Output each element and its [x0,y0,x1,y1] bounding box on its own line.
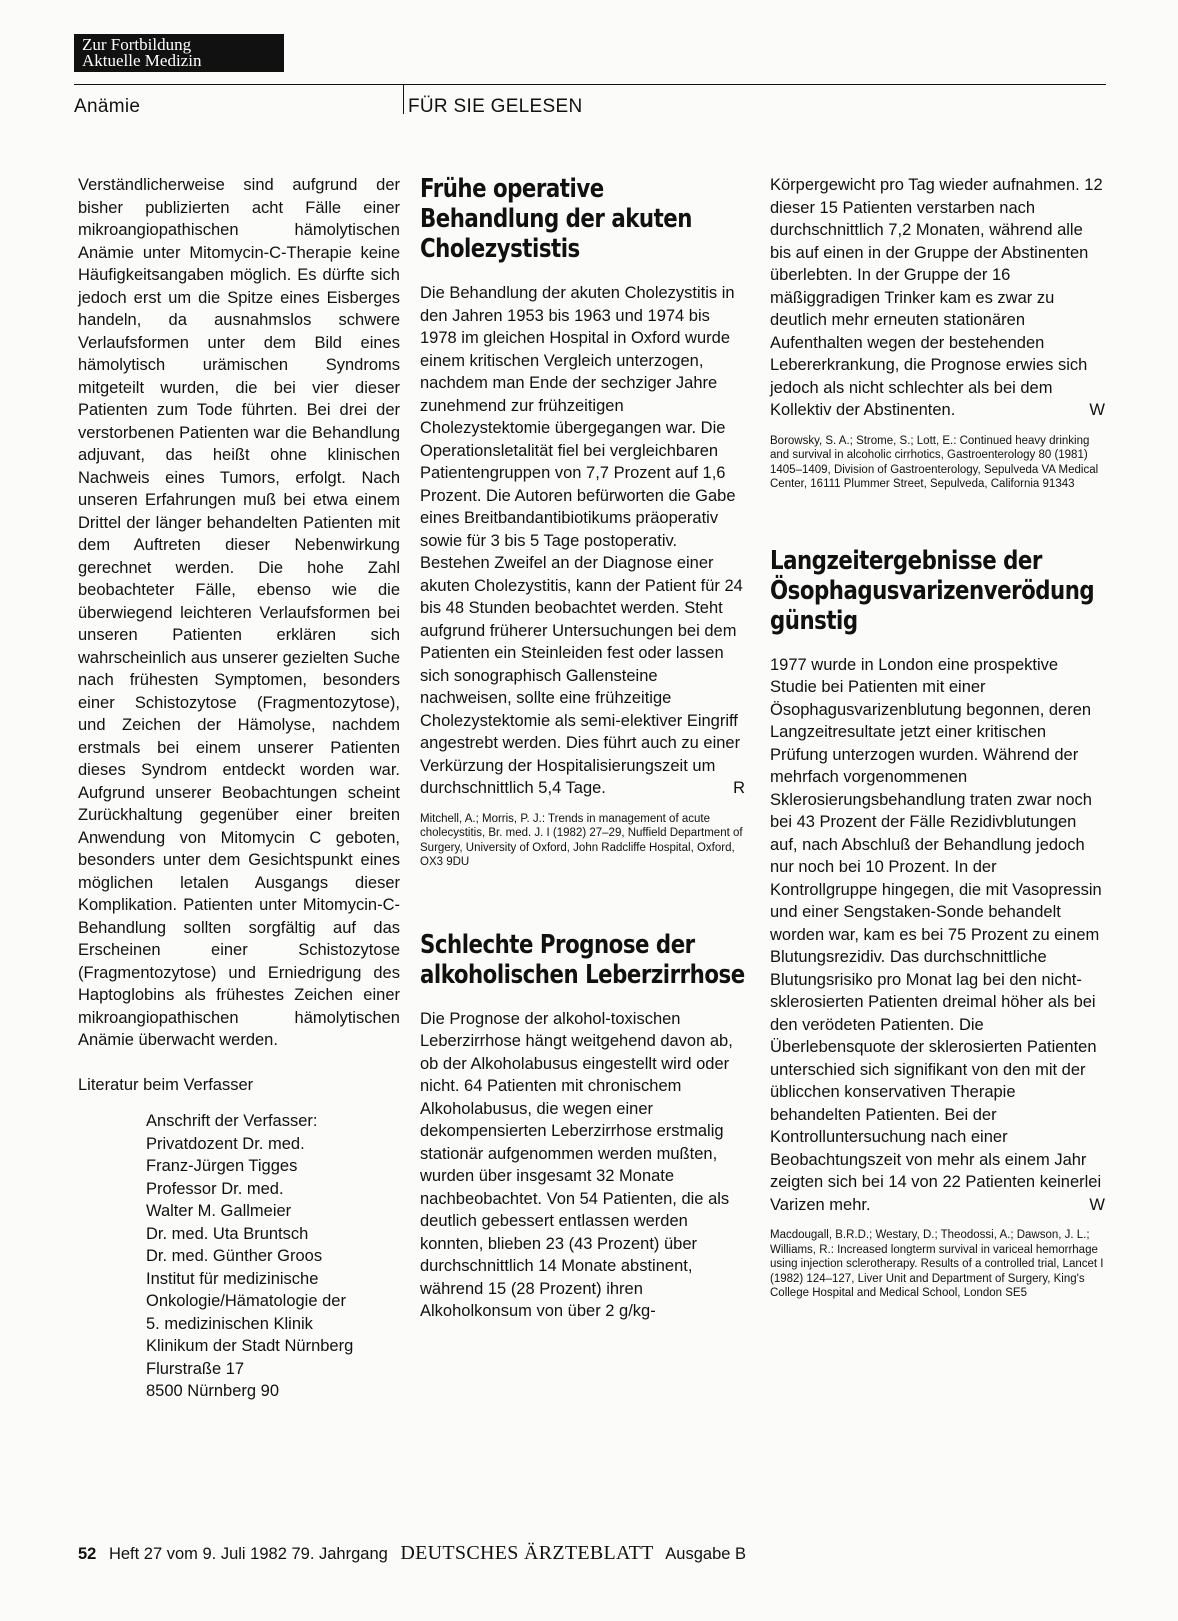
masthead [74,34,284,72]
address-line: Klinikum der Stadt Nürnberg [146,1337,354,1355]
column-3 [770,174,1105,1301]
address-line: Institut für medizinische [146,1269,319,1288]
column-1 [78,174,400,1403]
page-number: 52 [78,1545,97,1563]
address-line: Walter M. Gallmeier [146,1202,292,1220]
article-2-body: Die Prognose der alkohol-toxischen Leberzirrhose hängt weitgehend davon ab, ob der Alkoholabusus eingestellt wird oder nicht. 64 Patienten mit chronischem Alkoholabusus, die wegen einer dekompensierten Leberzirrhose erstmalig stationär aufgenommen werden mußten, wurden über insgesamt 32 Monate nachbeobachtet. Von 54 Patienten, die als deutlich gebessert entlassen werden konnten, blieben 23 (43 Prozent) über durchschnittlich 14 Monate abstinent, während 15 (28 Prozent) ihren Alkoholkonsum von über 2 g/kg- [420,1009,733,1320]
address-line: Onkologie/Hämatologie der [146,1292,346,1310]
article-1-body: Die Behandlung der akuten Cholezystitis in den Jahren 1953 bis 1963 und 1974 bis 1978 im gleichen Hospital in Oxford wurde einem kritischen Vergleich unterzogen, nachdem man Ende der sechziger Jahre zunehmend zur frühzeitigen Cholezystektomie übergegangen war. Die Operationsletalität fiel bei vergleichbaren Patientengruppen von 7,7 Prozent auf 1,6 Prozent. Die Autoren befürworten die Gabe eines Breitbandantibiotikums präoperativ sowie für 3 bis 5 Tage postoperativ. Bestehen Zweifel an der Diagnose einer akuten Cholezystitis, kann der Patient für 24 bis 48 Stunden beobachtet werden. Steht aufgrund früherer Untersuchungen bei dem Patienten ein Steinleiden fest oder lassen sich sonographisch Gallensteine nachweisen, sollte eine frühzeitige Cholezystektomie als semi-elektiver Eingriff angestrebt werden. Dies führt auch zu einer Verkürzung der Hospitalisierungszeit um durchschnittlich 5,4 Tage. R [420,282,745,800]
article-1-reference: Mitchell, A.; Morris, P. J.: Trends in management of acute cholecystitis, Br. med. J. I (1982) 27–29, Nuffield Department of Surgery, University of Oxford, John Radcliffe Hospital, Oxford, OX3 9DU [420,812,743,868]
address-line: 8500 Nürnberg 90 [146,1382,280,1400]
address-line: Franz-Jürgen Tigges [146,1157,298,1175]
article-3-signature: W [1089,1195,1105,1214]
article-2-headline: Schlechte Prognose der alkoholischen Leberzirrhose [420,929,745,990]
masthead-line-1: Zur Fortbildung [82,35,192,54]
journal-brand: DEUTSCHES ÄRZTEBLATT [400,1542,654,1564]
address-line: Privatdozent Dr. med. [146,1134,305,1153]
article-1-signature: R [733,779,745,797]
address-line: 5. medizinischen Klinik [146,1314,313,1333]
section-title-left: Anämie [74,96,141,117]
issue-info: Heft 27 vom 9. Juli 1982 79. Jahrgang [108,1545,388,1563]
header-rule [74,84,1106,85]
address-line: Flurstraße 17 [146,1359,245,1378]
article-2-signature: W [1089,401,1105,419]
address-line: Anschrift der Verfasser: [146,1112,318,1130]
author-address [146,1110,400,1403]
article-3-body: 1977 wurde in London eine prospektive Studie bei Patienten mit einer Ösophagusvarizenblutung begonnen, deren Langzeitresultate jetzt einer kritischen Prüfung unterzogen wurden. Während der mehrfach vorgenommenen Sklerosierungsbehandlung traten zwar noch bei 43 Prozent der Fälle Rezidivblutungen auf, nach Abschluß der Behandlung jedoch nur noch bei 10 Prozent. In der Kontrollgruppe hingegen, die mit Vasopressin und einer Sengstaken-Sonde behandelt worden war, kam es bei 75 Prozent zu einem Blutungsrezidiv. Das durchschnittliche Blutungsrisiko pro Monat lag bei den nicht-sklerosierten Patienten dreimal höher als bei den verödeten Patienten. Die Überlebensquote der sklerosierten Patienten unterschied sich signifikant von den mit der üblicchen konservativen Therapie behandelten Patienten. Bei der Kontrolluntersuchung nach einer Beobachtungszeit von mehr als einem Jahr zeigten sich bei 14 von 22 Patienten keinerlei Varizen mehr. W [770,654,1105,1217]
header-divider [403,84,404,114]
page-footer [78,1542,746,1565]
literature-note: Literatur beim Verfasser [78,1075,254,1094]
article-2-reference: Borowsky, S. A.; Strome, S.; Lott, E.: Continued heavy drinking and survival in alcoholic cirrhotics, Gastroenterology 80 (1981) 1405–1409, Division of Gastroenterology, Sepulveda VA Medical Center, 16111 Plummer Street, Sepulveda, California 91343 [770,434,1099,490]
article-3-headline: Langzeitergebnisse der Ösophagusvarizenverödung günstig [770,545,1095,636]
article-1-headline: Frühe operative Behandlung der akuten Cholezystistis [420,174,692,264]
section-title-right: FÜR SIE GELESEN [408,96,583,117]
article-2-body-continued: Körpergewicht pro Tag wieder aufnahmen. 12 dieser 15 Patienten verstarben nach durchschnittlich 7,2 Monaten, während alle bis auf einen in der Gruppe der Abstinenten überlebten. In der Gruppe der 16 mäßiggradigen Trinker kam es zwar zu deutlich mehr erneuten stationären Aufenthalten wegen der bestehenden Lebererkrankung, die Prognose erwies sich jedoch als nicht schlechter als bei dem Kollektiv der Abstinenten. W [770,174,1105,422]
masthead-line-2: Aktuelle Medizin [82,51,202,70]
address-line: Professor Dr. med. [146,1179,284,1198]
edition-info: Ausgabe B [665,1545,747,1563]
article-3-reference: Macdougall, B.R.D.; Westary, D.; Theodossi, A.; Dawson, J. L.; Williams, R.: Increased longterm survival in variceal hemorrhage using injection sclerotherapy. Results of a controlled trial, Lancet I (1982) 124–127, Liver Unit and Department of Surgery, King's College Hospital and Medical School, London SE5 [770,1229,1104,1299]
address-line: Dr. med. Uta Bruntsch [146,1224,309,1243]
column-2 [420,174,745,1323]
address-line: Dr. med. Günther Groos [146,1247,323,1265]
anaemie-body: Verständlicherweise sind aufgrund der bisher publizierten acht Fälle einer mikroangiopathischen hämolytischen Anämie unter Mitomycin-C-Therapie keine Häufigkeitsangaben möglich. Es dürfte sich jedoch erst um die Spitze eines Eisberges handeln, da ausnahmslos schwere Verlaufsformen unter dem Bild eines hämolytisch urämischen Syndroms mitgeteilt wurden, die bei vier dieser Patienten zum Tode führten. Bei drei der verstorbenen Patienten war die Behandlung adjuvant, das heißt ohne klinischen Nachweis eines Tumors, erfolgt. Nach unseren Erfahrungen muß bei etwa einem Drittel der länger behandelten Patienten mit dem Auftreten dieser Nebenwirkung gerechnet werden. Die hohe Zahl beobachteter Fälle, ebenso wie die überwiegend leichteren Verlaufsformen bei unseren Patienten erklären sich wahrscheinlich aus unserer gezielten Suche nach frühesten Symptomen, besonders einer Schistozytose (Fragmentozytose), und Zeichen der Hämolyse, nachdem erstmals bei einem unserer Patienten dieses Syndrom entdeckt worden war. Aufgrund unserer Beobachtungen scheint Zurückhaltung gegenüber einer breiten Anwendung von Mitomycin C geboten, besonders unter dem Gesichtspunkt eines möglichen letalen Ausgangs dieser Komplikation. Patienten unter Mitomycin-C-Behandlung sollten sorgfältig auf das Erscheinen einer Schistozytose (Fragmentozytose) und Erniedrigung des Haptoglobins als frühestes Zeichen einer mikroangiopathischen hämolytischen Anämie überwacht werden. [78,176,400,1049]
